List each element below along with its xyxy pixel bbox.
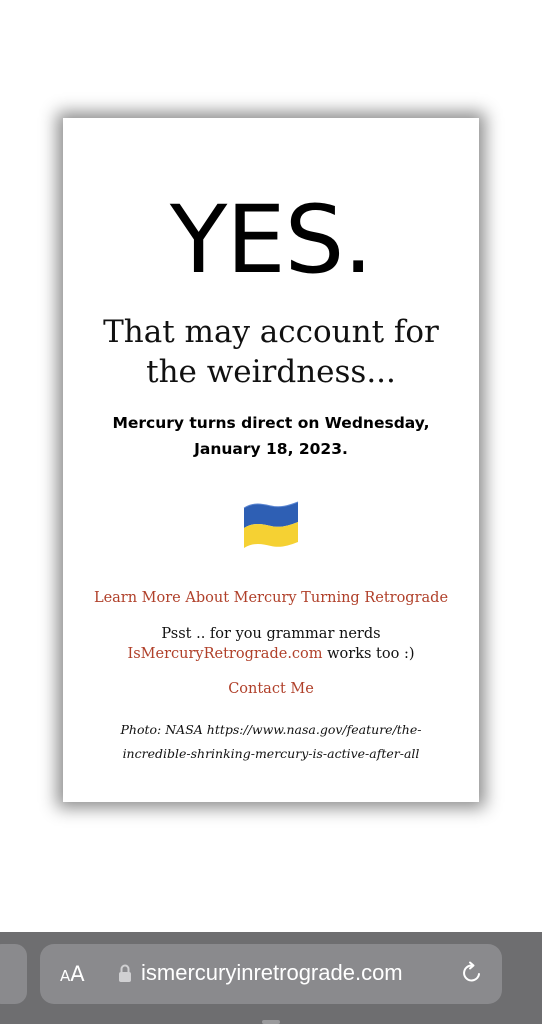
- direct-date-text: Mercury turns direct on Wednesday, January 18, 2023.: [112, 414, 430, 458]
- browser-toolbar: [0, 932, 542, 1024]
- photo-credit: Photo: NASA https://www.nasa.gov/feature/the-incredible-shrinking-mercury-is-active-after-all: [120, 722, 422, 761]
- learn-more-link[interactable]: Learn More About Mercury Turning Retrograde: [93, 590, 449, 606]
- works-too-text: works too :): [327, 646, 415, 662]
- alt-domain-link[interactable]: IsMercuryRetrograde.com: [127, 646, 323, 662]
- alt-domain-line: [63, 644, 479, 664]
- url-text[interactable]: ismercuryinretrograde.com: [141, 960, 403, 985]
- reload-icon[interactable]: [460, 961, 484, 985]
- headline: YES.: [169, 186, 373, 295]
- grammar-note: [63, 624, 479, 664]
- ukraine-flag-icon: [240, 494, 302, 550]
- subheadline: That may account for the weirdness...: [103, 314, 439, 390]
- text-size-button[interactable]: [60, 961, 85, 989]
- previous-tab-pill[interactable]: [0, 944, 27, 1004]
- text-size-small-glyph: A: [60, 967, 71, 985]
- content-card: [63, 118, 479, 802]
- address-bar[interactable]: [40, 944, 502, 1004]
- contact-link[interactable]: Contact Me: [228, 681, 314, 697]
- home-grabber: [262, 1020, 280, 1024]
- lock-icon: [118, 963, 132, 983]
- text-size-big-glyph: A: [70, 962, 85, 986]
- psst-text: Psst .. for you grammar nerds: [161, 626, 381, 642]
